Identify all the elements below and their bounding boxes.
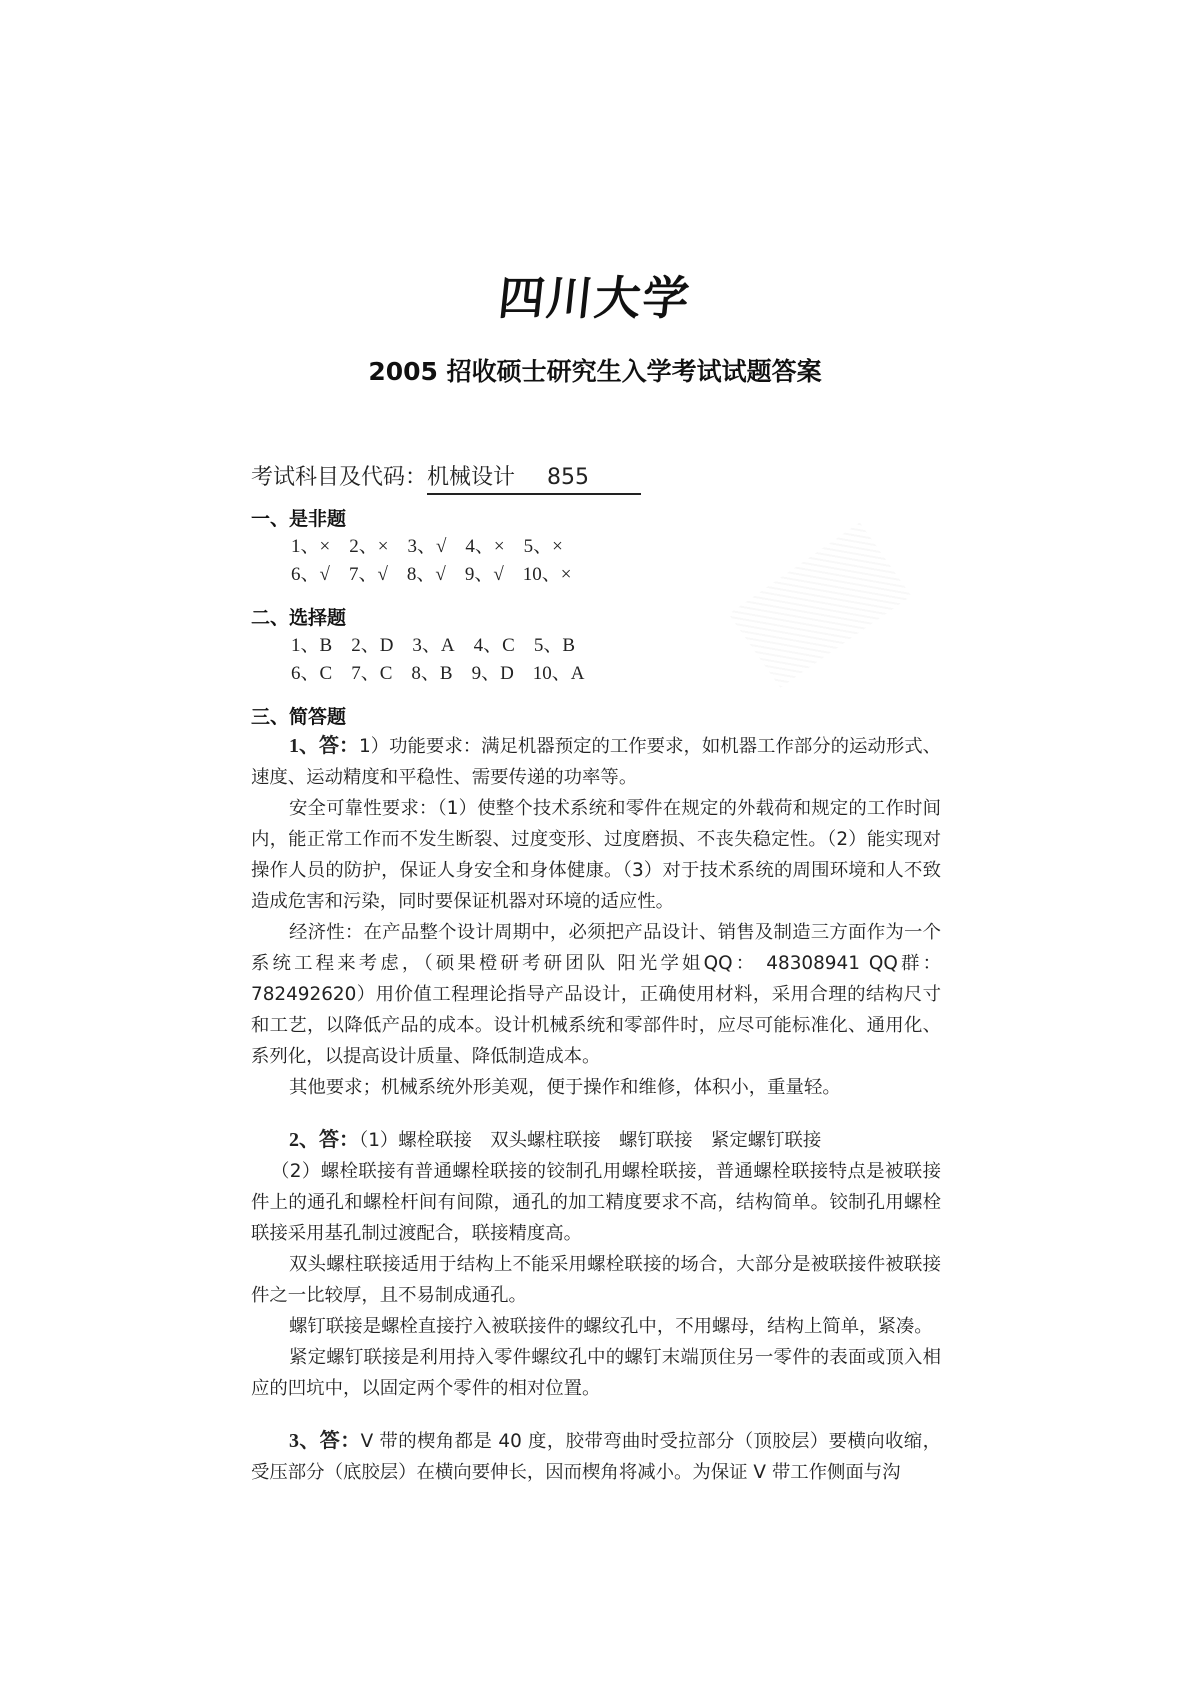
answer-2-para-5: 紧定螺钉联接是利用持入零件螺纹孔中的螺钉末端顶住另一零件的表面或顶入相应的凹坑中，以固定两个零件的相对位置。	[251, 1347, 941, 1399]
answer-item: 5、B	[533, 635, 576, 656]
answer-1-text-1: 1）功能要求：满足机器预定的工作要求，如机器工作部分的运动形式、速度、运动精度和平稳性、需要传递的功率等。	[251, 736, 942, 788]
section-heading-short-answer: 三、简答题	[251, 706, 347, 728]
answer-2-para-1	[251, 1125, 941, 1156]
subject-value	[427, 460, 641, 495]
answer-item: 8、√	[406, 564, 446, 585]
answer-item: 1、×	[291, 536, 331, 557]
subject-name: 机械设计	[427, 465, 516, 490]
multiple-choice-row-1	[291, 632, 941, 660]
answer-2-text-1: （1）螺栓联接 双头螺柱联接 螺钉联接 紧定螺钉联接	[359, 1130, 822, 1151]
answer-item: 7、C	[351, 663, 393, 684]
answer-2-label: 2、答：	[289, 1129, 359, 1151]
answer-3-text-1: V 带的楔角都是 40 度，胶带弯曲时受拉部分（顶胶层）要横向收缩，受压部分（底胶层）在横向要伸长，因而楔角将减小。为保证 V 带工作侧面与沟	[251, 1431, 941, 1483]
answer-item: 3、A	[412, 635, 455, 656]
answer-3-label: 3、答：	[289, 1430, 361, 1452]
answer-item: 9、√	[464, 564, 504, 585]
true-false-row-2	[291, 561, 941, 589]
answer-3-para-1	[251, 1426, 941, 1488]
answer-2-para-3: 双头螺柱联接适用于结构上不能采用螺栓联接的场合，大部分是被联接件被联接件之一比较厚，且不易制成通孔。	[251, 1254, 941, 1306]
answer-item: 10、A	[532, 663, 585, 684]
answer-item: 5、×	[523, 536, 563, 557]
answer-item: 9、D	[471, 663, 514, 684]
spacer	[251, 688, 941, 704]
answer-item: 4、×	[465, 536, 505, 557]
answer-content	[251, 506, 941, 1488]
answer-1-label: 1、答：	[289, 735, 360, 757]
answer-1-para-1	[251, 731, 941, 793]
answer-1-para-4: 其他要求；机械系统外形美观，便于操作和维修，体积小，重量轻。	[289, 1077, 841, 1098]
spacer	[251, 589, 941, 605]
page-title: 2005 招收硕士研究生入学考试试题答案	[368, 357, 822, 386]
university-logo-text: 四川大学	[495, 271, 694, 325]
exam-subject	[251, 460, 641, 495]
subject-code: 855	[547, 465, 590, 490]
answer-item: 1、B	[291, 635, 333, 656]
answer-item: 3、√	[407, 536, 447, 557]
answer-2-para-4: 螺钉联接是螺栓直接拧入被联接件的螺纹孔中，不用螺母，结构上简单，紧凑。	[289, 1316, 933, 1337]
answer-1-para-3: 经济性：在产品整个设计周期中，必须把产品设计、销售及制造三方面作为一个系统工程来考虑，（硕果橙研考研团队 阳光学姐QQ： 48308941 QQ群：782492620）用价值工程理论指导产品设计，正确使用材料，采用合理的结构尺寸和工艺，以降低产品的成本。设计机械系统和零部件时，应尽可能标准化、通用化、系列化，以提高设计质量、降低制造成本。	[251, 922, 941, 1067]
answer-2	[251, 1125, 941, 1404]
multiple-choice-row-2	[291, 660, 941, 688]
spacer	[251, 1103, 941, 1125]
answer-item: 6、√	[291, 564, 330, 585]
answer-2-para-2: （2）螺栓联接有普通螺栓联接的铰制孔用螺栓联接，普通螺栓联接特点是被联接件上的通孔和螺栓杆间有间隙，通孔的加工精度要求不高，结构简单。铰制孔用螺栓联接采用基孔制过渡配合，联接精度高。	[251, 1161, 941, 1244]
true-false-row-1	[291, 533, 941, 561]
answer-1	[251, 731, 941, 1103]
answer-item: 2、×	[349, 536, 389, 557]
subject-label: 考试科目及代码：	[251, 465, 428, 490]
answer-item: 6、C	[291, 663, 333, 684]
answer-item: 8、B	[411, 663, 453, 684]
answer-item: 7、√	[348, 564, 388, 585]
spacer	[251, 1404, 941, 1426]
answer-item: 4、C	[473, 635, 515, 656]
section-heading-true-false: 一、是非题	[251, 508, 347, 530]
section-heading-multiple-choice: 二、选择题	[251, 607, 347, 629]
answer-item: 10、×	[522, 564, 572, 585]
answer-item: 2、D	[351, 635, 394, 656]
answer-1-para-2: 安全可靠性要求：（1）使整个技术系统和零件在规定的外载荷和规定的工作时间内，能正常工作而不发生断裂、过度变形、过度磨损、不丧失稳定性。（2）能实现对操作人员的防护，保证人身安全和身体健康。（3）对于技术系统的周围环境和人不致造成危害和污染，同时要保证机器对环境的适应性。	[251, 798, 941, 912]
answer-3	[251, 1426, 941, 1488]
